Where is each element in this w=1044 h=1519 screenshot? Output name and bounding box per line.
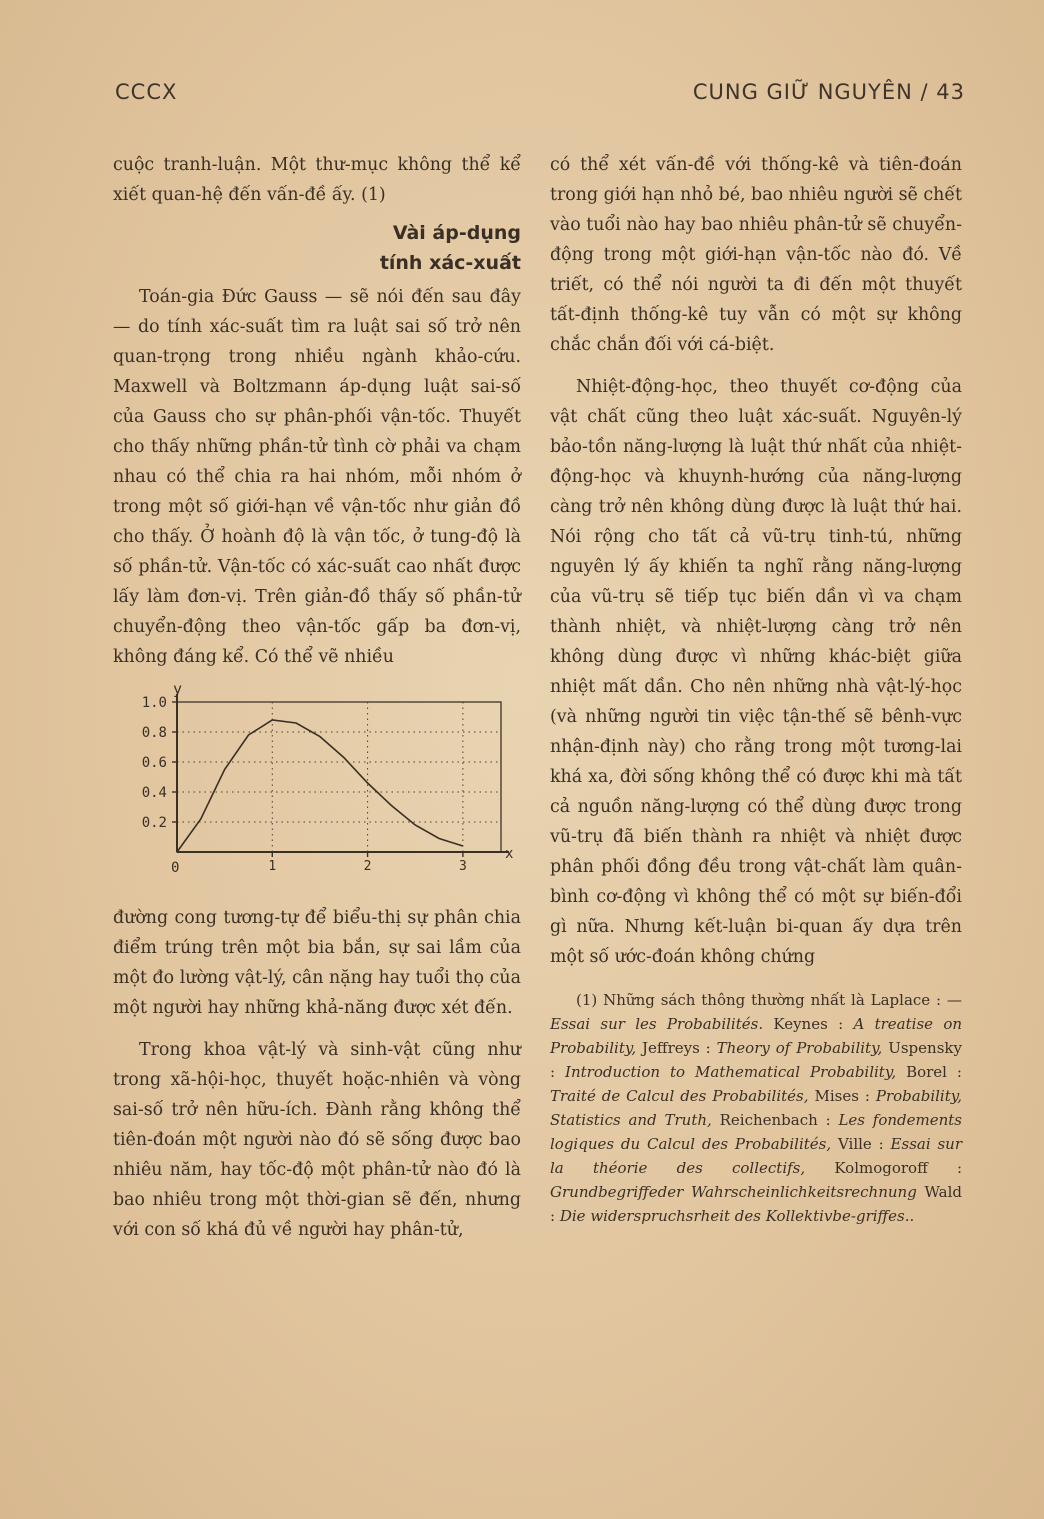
fn-author-2: Jeffreys : (642, 1039, 711, 1057)
footnote-lead: (1) Những sách thông thường nhất là Laplace : (576, 991, 942, 1009)
section-heading (113, 218, 521, 278)
distribution-chart (113, 684, 521, 889)
fn-title-6: Probability, Statistics and Truth, (550, 1087, 962, 1129)
y-tick-label: 1.0 (141, 695, 167, 711)
right-column (550, 150, 962, 1228)
x-tick-label: 2 (363, 859, 372, 874)
section-heading-line-2: tính xác-xuất (379, 252, 521, 274)
origin-label: 0 (171, 860, 180, 876)
left-para-2: Toán-gia Đức Gauss — sẽ nói đến sau đây — do tính xác-suất tìm ra luật sai số trở nên quan-trọng trong nhiều ngành khảo-cứu. Maxwell và Boltzmann áp-dụng luật sai-số của Gauss cho sự phân-phối vận-tốc. Thuyết cho thấy những phần-tử tình cờ phải va chạm nhau có thể chia ra hai nhóm, mỗi nhóm ở trong một số giới-hạn về vận-tốc như giản đồ cho thấy. Ở hoành độ là vận tốc, ở tung-độ là số phần-tử. Vận-tốc có xác-suất cao nhất được lấy làm đơn-vị. Trên giản-đồ thấy số phần-tử chuyển-động theo vận-tốc gấp ba đơn-vị, không đáng kể. Có thể vẽ nhiều (113, 287, 521, 667)
header-left: CCCX (115, 80, 178, 104)
left-para-4: Trong khoa vật-lý và sinh-vật cũng như trong xã-hội-học, thuyết hoặc-nhiên và vòng sai-số trở nên hữu-ích. Đành rằng không thể tiên-đoán một người nào đó sẽ sống được bao nhiêu năm, hay tốc-độ một phân-tử nào đó là bao nhiêu trong một thời-gian sẽ đến, nhưng với con số khá đủ về người hay phân-tử, (113, 1040, 521, 1240)
left-para-1: cuộc tranh-luận. Một thư-mục không thể kể xiết quan-hệ đến vấn-đề ấy. (1) (113, 155, 521, 205)
header-right: CUNG GIỮ NGUYÊN / 43 (692, 80, 965, 104)
fn-title-3: Theory of Probability, (716, 1039, 883, 1057)
fn-title-4: Introduction to Mathematical Probability, (565, 1063, 897, 1081)
y-tick-label: 0.8 (141, 725, 167, 741)
fn-author-9: Wald : (550, 1183, 962, 1225)
fn-title-5: Traité de Calcul des Probabilités, (550, 1087, 809, 1105)
fn-author-6: Reichenbach : (719, 1111, 831, 1129)
left-column (113, 150, 521, 1245)
fn-author-8: Kolmogoroff : (834, 1159, 962, 1177)
y-tick-label: 0.2 (141, 815, 167, 831)
y-axis-label: y (173, 684, 183, 698)
fn-title-9: Grundbegriffeder Wahrscheinlichkeitsrechnung (550, 1183, 917, 1201)
right-para-1: có thể xét vấn-đề với thống-kê và tiên-đoán trong giới hạn nhỏ bé, bao nhiêu người sẽ chết vào tuổi nào hay bao nhiêu phân-tử sẽ chuyển-động trong một giới-hạn vận-tốc nào đó. Về triết, có thể nói người ta đi đến một thuyết tất-định thống-kê tuy vẫn có một sự không chắc chắn đối với cá-biệt. (550, 155, 963, 355)
fn-author-3: Uspensky : (550, 1039, 962, 1081)
fn-title-1: — Essai sur les Probabilités. (550, 991, 962, 1033)
fn-author-1: Keynes : (773, 1015, 844, 1033)
distribution-curve (177, 720, 463, 852)
right-para-2: Nhiệt-động-học, theo thuyết cơ-động của vật chất cũng theo luật xác-suất. Nguyên-lý bảo-tồn năng-lượng là luật thứ nhất của nhiệt-động-học và khuynh-hướng của năng-lượng càng trở nên không dùng được là luật thứ hai. Nói rộng cho tất cả vũ-trụ tinh-tú, những nguyên lý ấy khiến ta nghĩ rằng năng-lượng của vũ-trụ sẽ tiếp tục biến dần vì va chạm thành nhiệt, và nhiệt-lượng càng trở nên không dùng được vì những khác-biệt giữa nhiệt mất dần. Cho nên những nhà vật-lý-học (và những người tin việc tận-thế sẽ bênh-vực nhận-định này) cho rằng trong một tương-lai khá xa, đời sống không thể có được khi mà tất cả nguồn năng-lượng có thể dùng được trong vũ-trụ đã biến thành ra nhiệt và nhiệt được phân phối đồng đều trong vật-chất làm quân-bình cơ-động vì không thể có một sự biến-đổi gì nữa. Nhưng kết-luận bi-quan ấy dựa trên một số ước-đoán không chứng (550, 377, 962, 967)
fn-title-10: Die widerspruchsrheit des Kollektivbe-griffes.. (559, 1207, 915, 1225)
fn-title-2: A treatise on Probability, (550, 1015, 963, 1057)
footnote (550, 988, 962, 1228)
x-tick-label: 3 (458, 859, 467, 874)
fn-title-8: Essai sur la théorie des collectifs, (550, 1135, 962, 1177)
fn-author-4: Borel : (906, 1063, 962, 1081)
fn-author-5: Mises : (814, 1087, 870, 1105)
fn-title-7: Les fondements logiques du Calcul des Probabilités, (550, 1111, 962, 1153)
y-tick-label: 0.6 (141, 755, 167, 771)
page-header (115, 80, 965, 110)
section-heading-line-1: Vài áp-dụng (392, 222, 521, 244)
left-para-3: đường cong tương-tự để biểu-thị sự phân chia điểm trúng trên một bia bắn, sự sai lầm của một đo lường vật-lý, cân nặng hay tuổi thọ của một người hay những khả-năng được xét đến. (113, 908, 521, 1018)
x-tick-label: 1 (268, 859, 277, 874)
plot-frame (177, 702, 501, 852)
x-axis-end-label: x (505, 846, 514, 862)
y-tick-label: 0.4 (141, 785, 167, 801)
fn-author-7: Ville : (837, 1135, 884, 1153)
